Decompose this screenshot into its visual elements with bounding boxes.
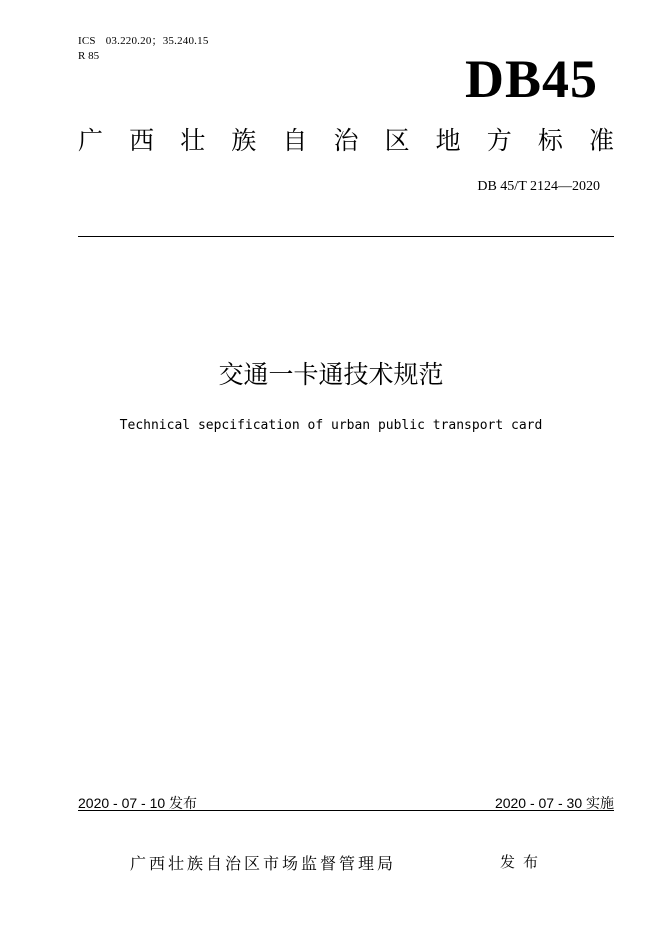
- category-char: 西: [129, 126, 155, 155]
- top-divider: [78, 236, 614, 237]
- title-english: Technical sepcification of urban public transport card: [119, 418, 543, 433]
- category-char: 准: [588, 126, 614, 155]
- category-char: 广: [78, 126, 104, 155]
- issue-word: 发布: [500, 853, 547, 871]
- category-char: 族: [231, 126, 257, 155]
- db-mark: DB45: [464, 49, 598, 109]
- category-char: 地: [435, 126, 461, 155]
- category-char: 区: [384, 126, 410, 155]
- category-char: 自: [282, 126, 308, 155]
- title-chinese: 交通一卡通技术规范: [218, 360, 444, 389]
- ics-label: ICS: [78, 35, 96, 47]
- ics-code: 03.220.20；35.240.15: [105, 35, 209, 47]
- issue-date: 2020 - 07 - 10 发布: [78, 795, 198, 811]
- bottom-divider: [78, 810, 614, 811]
- standard-category: [78, 128, 614, 153]
- standard-code: DB 45/T 2124—2020: [477, 179, 600, 194]
- ics-line: [78, 32, 209, 48]
- ccs-code: R 85: [78, 50, 100, 62]
- category-char: 标: [537, 126, 563, 155]
- implement-date: 2020 - 07 - 30 实施: [494, 795, 614, 811]
- category-char: 壮: [180, 126, 206, 155]
- category-char: 治: [333, 126, 359, 155]
- category-char: 方: [486, 126, 512, 155]
- issuing-authority: 广西壮族自治区市场监督管理局: [130, 854, 397, 873]
